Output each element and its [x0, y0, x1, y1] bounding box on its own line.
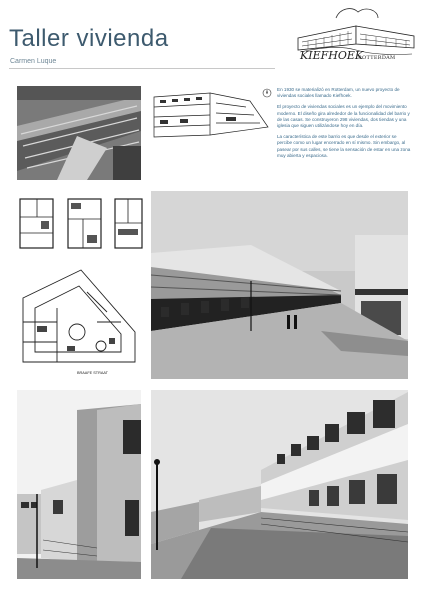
logo-city: ROTTERDAM: [358, 55, 396, 61]
street-corner-photo: [151, 191, 408, 379]
floor-plan-3: [113, 195, 144, 252]
description-paragraph-1: En 1930 se materializó en Rotterdam, un nuevo proyecto de viviendas sociales llamado Kiefhoek.: [277, 87, 400, 99]
page-title: Taller vivienda: [9, 25, 169, 52]
aerial-photo: [17, 86, 141, 180]
site-plan: [150, 87, 272, 145]
corner-plan: [17, 262, 141, 379]
facade-photo: [17, 390, 141, 579]
description-paragraph-3: La característica de este barrio es que desde el exterior se percibe como un lugar encerrado en sí mismo. Sin embargo, al pasear por sus calles, se tiene la sensación de estar en una zona muy abierta y espaciosa.: [277, 134, 411, 158]
north-arrow-icon: [262, 88, 272, 98]
floor-plan-1: [17, 195, 56, 252]
project-description: [277, 87, 411, 164]
header-divider: [9, 68, 275, 69]
logo-wordmark: KIEFHOEK: [300, 49, 364, 62]
author-name: Carmen Luque: [10, 58, 57, 65]
description-paragraph-2: El proyecto de viviendas sociales es un ejemplo del movimiento moderno. El diseño gira alrededor de la funcionalidad del barrio y de las casas. Se construyeron 298 viviendas, dos tiendas y una iglesia que siguen utilizándose hoy en día.: [277, 104, 410, 129]
floor-plan-2: [65, 195, 104, 252]
terrace-street-photo: [151, 390, 408, 579]
plan-street-label: BRAAFE STRAAT: [77, 371, 108, 375]
